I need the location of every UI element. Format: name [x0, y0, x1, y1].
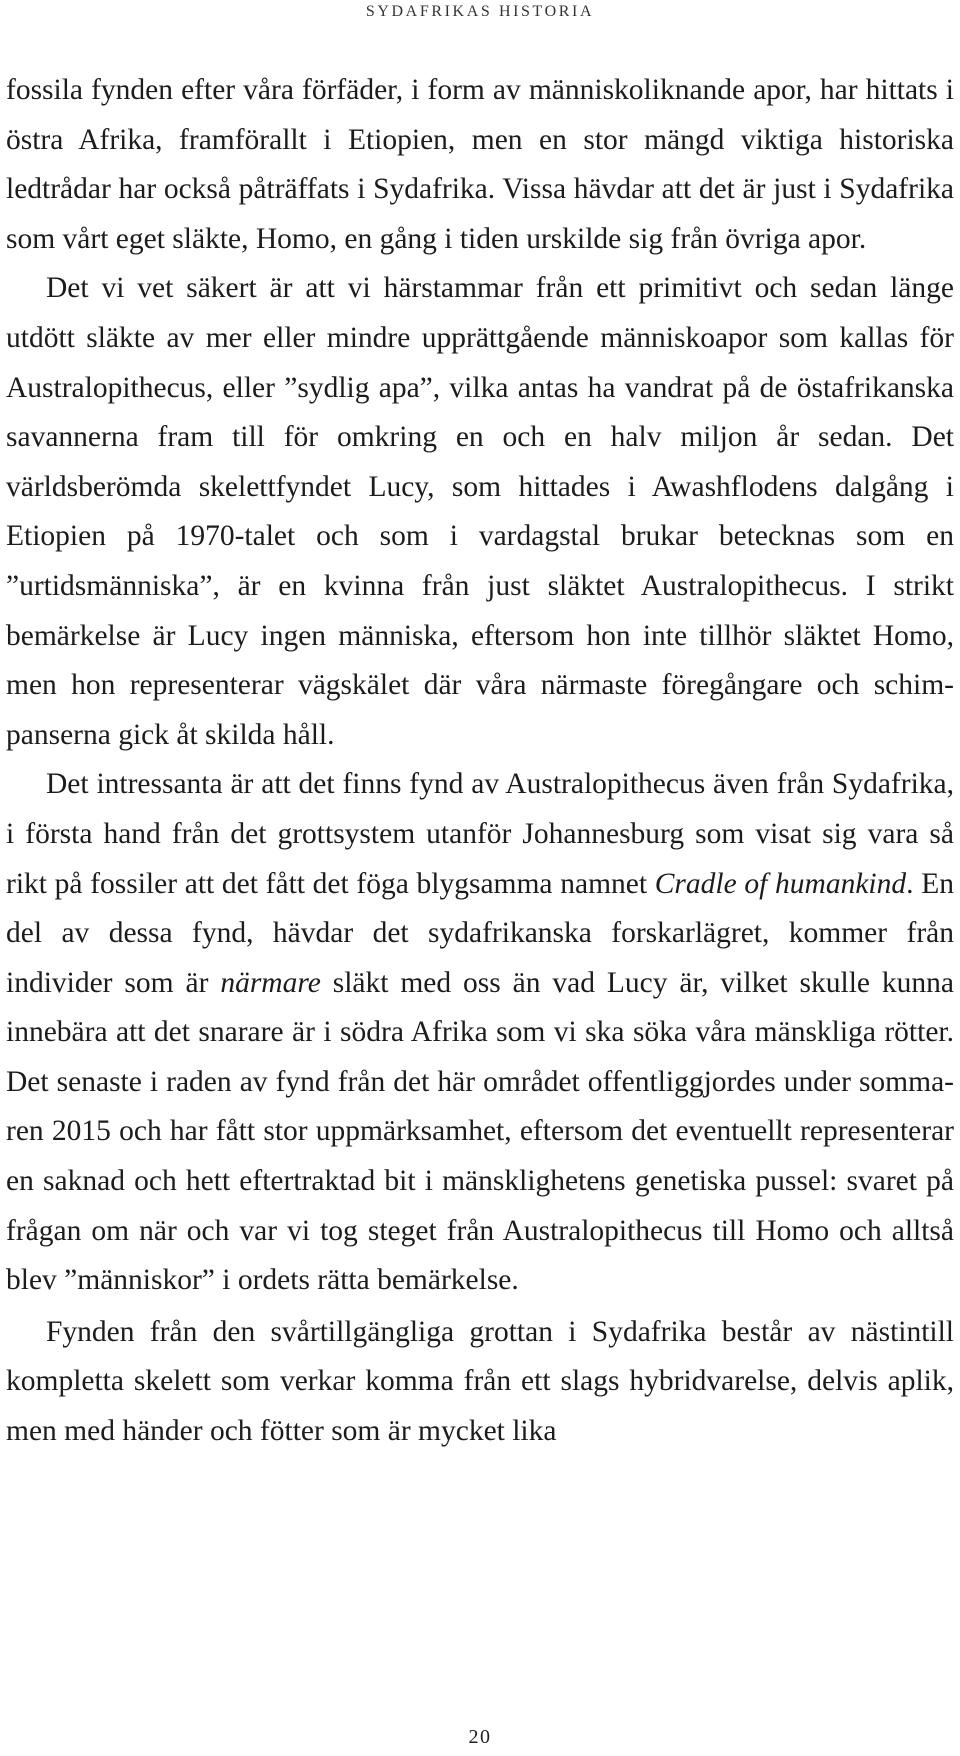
paragraph-3	[6, 760, 954, 1306]
paragraph-1: fossila fynden efter våra förfäder, i form av människoliknande apor, har hittats i östra Afrika, framförallt i Etiopien, men en stor mängd viktiga historiska ledtrådar har också påträffats i Sydafrika. Vissa hävdar att det är just i Sydafrika som vårt eget släkte, Homo, en gång i tiden urskilde sig från övriga apor.	[6, 74, 954, 255]
paragraph-3-text-b: . En del av dessa fynd, hävdar det sydafrikanska forskarlägret, kommer från individer som är	[6, 867, 954, 999]
paragraph-3-text-a: Det intressanta är att det finns fynd av Australopithecus även från Sydafrika, i första hand från det grottsystem utanför Johannesburg som visat sig vara så rikt på fossiler att det fått det föga blygsamma namnet	[6, 768, 954, 900]
paragraph-3-text-c: släkt med oss än vad Lucy är, vilket skulle kunna innebära att det snarare är i södra Afrika som vi ska söka våra mänskliga rötter. Det senaste i raden av fynd från det här området offentliggjordes under sommaren 2015 och har fått stor uppmärksamhet, eftersom det eventuellt representerar en saknad och hett eftertraktad bit i mänsklighetens genetiska pussel: svaret på frågan om när och var vi tog steget från Australopithecus till Homo och alltså blev ”människor” i ordets rätta bemärkelse.	[6, 966, 954, 1297]
paragraph-3-italic-title: Cradle of humankind	[654, 867, 907, 900]
page-number: 20	[468, 1726, 492, 1748]
paragraph-4: Fynden från den svårtillgängliga grottan i Sydafrika består av nästintill kompletta skelett som verkar komma från ett slags hybridvarelse, delvis aplik, men med händer och fötter som är mycket lika	[6, 1315, 954, 1448]
running-head: SYDAFRIKAS HISTORIA	[365, 3, 595, 20]
paragraph-3-italic-word: närmare	[220, 966, 321, 999]
body-text	[6, 66, 954, 1457]
paragraph-2: Det vi vet säkert är att vi härstammar från ett primitivt och sedan länge utdött släkte av mer eller mindre upprättgående människoapor som kallas för Australopithecus, eller ”sydlig apa”, vilka antas ha vandrat på de östafrikanska savannerna fram till för omkring en och en halv miljon år sedan. Det världsberömda skelettfyndet Lucy, som hittades i Awashflodens dalgång i Etiopien på 1970-talet och som i vardagstal brukar betecknas som en ”urtidsmänniska”, är en kvinna från just släktet Australopithecus. I strikt bemärkelse är Lucy ingen människa, eftersom hon inte tillhör släktet Homo, men hon representerar vägskälet där våra närmaste föregångare och schimpanserna gick åt skilda håll.	[6, 272, 954, 751]
